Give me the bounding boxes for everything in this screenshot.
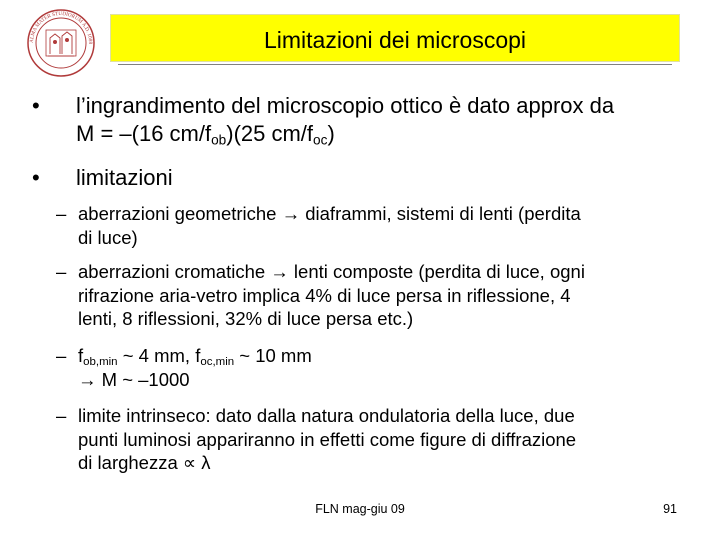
slide-title: Limitazioni dei microscopi <box>263 26 527 53</box>
subitem-intrinsic-limit: limite intrinseco: dato dalla natura ondulatoria della luce, due punti luminosi appariranno in effetti come figure di diffrazione di larghezza ∝ λ <box>78 405 577 473</box>
bullet-marker: • <box>32 93 40 118</box>
university-seal-logo <box>22 8 100 78</box>
subitem-geometric-aberrations: aberrazioni geometriche → diaframmi, sistemi di lenti (perdita di luce) <box>78 203 581 248</box>
page-number: 91 <box>663 502 677 516</box>
svg-text:ALMA MATER STUDIORUM A.D. 1088 <box>29 11 93 45</box>
dash-marker: – <box>56 405 67 426</box>
dash-marker: – <box>56 261 67 282</box>
bullet-magnification <box>76 92 701 148</box>
bullet-marker: • <box>32 165 40 190</box>
dash-marker: – <box>56 345 67 366</box>
magnification-formula: M = –(16 $cm/f_{ob})(25$ $cm/f_{oc}$) <box>76 121 335 148</box>
bullet-limitations: limitazioni <box>76 165 173 190</box>
title-banner <box>110 14 680 62</box>
title-divider <box>118 64 672 65</box>
subitem-chromatic-aberrations: aberrazioni cromatiche → lenti composte (perdita di luce, ogni rifrazione aria-vetro implica 4% di luce persa in riflessione, 4 lenti, 8 riflessioni, 32% di luce persa etc.) <box>78 261 585 329</box>
subitem-focal-lengths: $f_{ob,min}$ ~ 4 mm, $f_{oc,min}$ ~ 10 mm → M ~ –1000 <box>78 345 312 390</box>
footer-course-label: FLN mag-giu 09 <box>315 502 405 516</box>
seal-lettering: ALMA MATER STUDIORUM A.D. 1088 <box>28 10 94 45</box>
dash-marker: – <box>56 203 67 224</box>
bullet-magnification-line1: l’ingrandimento del microscopio ottico è dato approx da <box>76 93 615 118</box>
